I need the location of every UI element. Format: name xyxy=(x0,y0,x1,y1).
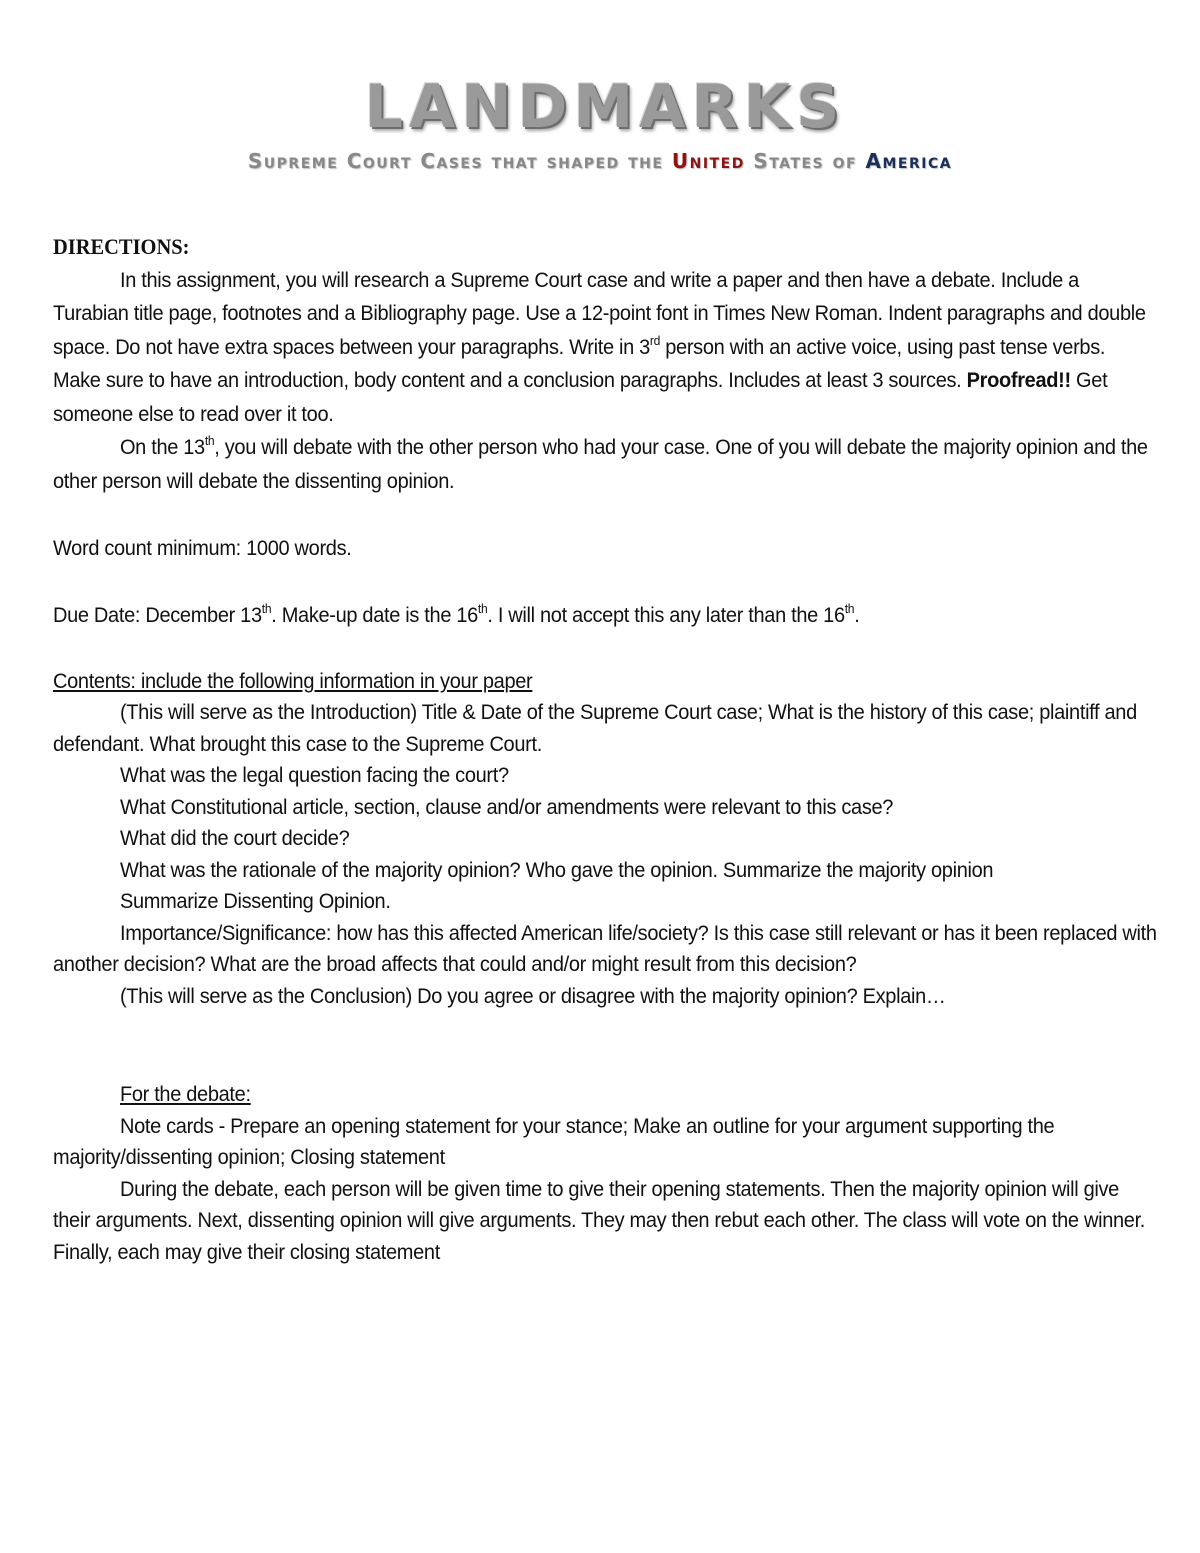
contents-question-1: What was the legal question facing the court? xyxy=(119,763,509,787)
spacer xyxy=(53,1012,1158,1079)
directions-paragraph-1 xyxy=(53,264,1158,432)
contents-importance: Importance/Significance: how has this affected American life/society? Is this case still relevant or has it been replaced with another decision? What are the broad affects that could and/or might result from this decision? xyxy=(53,920,1157,976)
directions-p2-text-b: , you will debate with the other person who had your case. One of you will debate the majority opinion and the other person will debate the dissenting opinion. xyxy=(53,435,1148,493)
masthead-logo xyxy=(0,72,1200,176)
debate-heading: For the debate: xyxy=(119,1082,251,1106)
directions-paragraph-2 xyxy=(53,431,1158,498)
due-date xyxy=(53,599,1158,633)
subtitle-united: United xyxy=(671,149,745,173)
contents-question-5: Summarize Dissenting Opinion. xyxy=(119,889,391,913)
spacer xyxy=(53,632,1158,666)
contents-heading: Contents: include the following information in your paper xyxy=(53,668,533,693)
debate-section xyxy=(53,1079,1158,1268)
due-text-a: Due Date: December 13 xyxy=(53,602,262,627)
subtitle-america: America xyxy=(865,149,953,173)
contents-question-4: What was the rationale of the majority opinion? Who gave the opinion. Summarize the majority opinion xyxy=(119,857,994,882)
spacer xyxy=(53,498,1158,532)
word-count: Word count minimum: 1000 words. xyxy=(53,535,352,560)
contents-conclusion: (This will serve as the Conclusion) Do you agree or disagree with the majority opinion? Explain… xyxy=(119,983,946,1008)
directions-p2-text-a: On the 13 xyxy=(119,435,205,459)
due-text-b: . Make-up date is the 16 xyxy=(271,602,478,627)
directions-p1-text-c: Get someone else to read over it too. xyxy=(53,368,1108,426)
contents-section xyxy=(53,666,1158,1013)
masthead-subtitle xyxy=(0,146,1200,176)
due-sup-3: th xyxy=(844,600,855,616)
subtitle-states: States of xyxy=(753,149,858,173)
contents-question-3: What did the court decide? xyxy=(119,826,350,850)
landmarks-title: LANDMARKS xyxy=(364,72,846,142)
subtitle-part1: Supreme Court Cases that shaped the xyxy=(247,149,664,173)
due-sup-2: th xyxy=(477,600,488,616)
directions-heading: DIRECTIONS: xyxy=(53,234,190,259)
contents-question-2: What Constitutional article, section, clause and/or amendments were relevant to this case? xyxy=(119,794,894,819)
contents-introduction: (This will serve as the Introduction) Title & Date of the Supreme Court case; What is the history of this case; plaintiff and defendant. What brought this case to the Supreme Court. xyxy=(53,700,1137,756)
due-text-d: . xyxy=(854,602,860,627)
due-sup-1: th xyxy=(261,600,272,616)
debate-note-cards: Note cards - Prepare an opening statement for your stance; Make an outline for your argument supporting the majority/dissenting opinion; Closing statement xyxy=(53,1113,1055,1169)
due-text-c: . I will not accept this any later than the 16 xyxy=(487,602,845,627)
directions-p1-text-a: In this assignment, you will research a Supreme Court case and write a paper and then have a debate. Include a Turabian title page, footnotes and a Bibliography page. Use a 12-point font in Times New Roman. Indent paragraphs and double space. Do not have extra spaces between your paragraphs. Write in 3 xyxy=(53,267,1146,359)
document-body xyxy=(53,230,1158,1268)
directions-p1-sup: rd xyxy=(649,332,661,348)
spacer xyxy=(53,565,1158,599)
debate-procedure: During the debate, each person will be given time to give their opening statements. Then the majority opinion will give their arguments. Next, dissenting opinion will give arguments. They may then rebut each other. The class will vote on the winner. Finally, each may give their closing statement xyxy=(53,1176,1146,1264)
directions-p1-text-b: person with an active voice, using past tense verbs. Make sure to have an introduction, body content and a conclusion paragraphs. Includes at least 3 sources. xyxy=(53,334,1106,392)
directions-p2-sup: th xyxy=(204,433,215,448)
proofread-emphasis: Proofread!! xyxy=(966,368,1071,392)
